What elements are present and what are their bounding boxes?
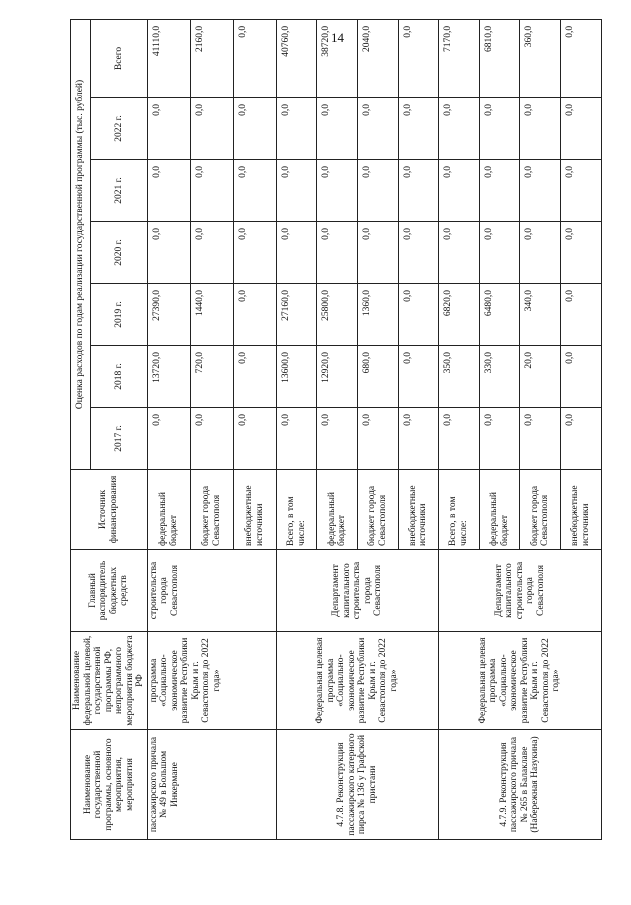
- value: 1440,0: [190, 284, 233, 346]
- value: 0,0: [398, 408, 439, 470]
- value: 0,0: [276, 160, 317, 222]
- value: 350,0: [439, 346, 480, 408]
- value: 0,0: [520, 160, 561, 222]
- value: 25800,0: [317, 284, 358, 346]
- value-total: 40760,0: [276, 19, 317, 97]
- source: внебюджетные источники: [398, 470, 439, 550]
- value: 0,0: [479, 222, 520, 284]
- value: 0,0: [439, 98, 480, 160]
- value: 0,0: [560, 284, 601, 346]
- value: 13600,0: [276, 346, 317, 408]
- header-year: 2019 г.: [91, 284, 147, 346]
- table-row: [276, 19, 317, 839]
- value: 0,0: [276, 98, 317, 160]
- value-total: 0,0: [398, 19, 439, 97]
- value: 0,0: [276, 222, 317, 284]
- budget-table: [70, 19, 602, 840]
- manager: Департамент капитального строительства города Севастополя: [439, 550, 601, 632]
- value-total: 7170,0: [439, 19, 480, 97]
- value: 0,0: [317, 98, 358, 160]
- source: бюджет города Севастополя: [520, 470, 561, 550]
- value: 27160,0: [276, 284, 317, 346]
- value: 0,0: [398, 346, 439, 408]
- header-estimate: Оценка расходов по годам реализации государственной программы (тыс. рублей): [71, 19, 91, 469]
- federal-program: программа «Социально-экономическое развитие Республики Крым и г. Севастополя до 2022 года»: [147, 632, 276, 730]
- value: 0,0: [233, 98, 276, 160]
- value-total: 2160,0: [190, 19, 233, 97]
- program-name: 4.7.8. Реконструкция пассажирского катерного пирса № 136 у Графской пристани: [276, 730, 438, 840]
- value: 0,0: [233, 346, 276, 408]
- value: 0,0: [190, 222, 233, 284]
- value-total: 360,0: [520, 19, 561, 97]
- header-federal-program: Наименование федеральной целевой, государственной программы РФ, непрограммного мероприятия бюджета РФ: [71, 632, 148, 730]
- value-total: 0,0: [560, 19, 601, 97]
- source: федеральный бюджет: [147, 470, 190, 550]
- source: Всего, в том числе:: [276, 470, 317, 550]
- value: 0,0: [147, 160, 190, 222]
- header-year: 2021 г.: [91, 160, 147, 222]
- federal-program: Федеральная целевая программа «Социально-экономическое развитие Республики Крым и г. Севастополя до 2022 года»: [439, 632, 601, 730]
- value: 0,0: [398, 98, 439, 160]
- source: Всего, в том числе:: [439, 470, 480, 550]
- value: 0,0: [233, 222, 276, 284]
- value: 0,0: [317, 160, 358, 222]
- value: 0,0: [439, 160, 480, 222]
- value: 0,0: [190, 160, 233, 222]
- value: 0,0: [147, 408, 190, 470]
- value: 0,0: [317, 222, 358, 284]
- header-year: 2017 г.: [91, 408, 147, 470]
- value: 1360,0: [357, 284, 398, 346]
- value: 6480,0: [479, 284, 520, 346]
- source: внебюджетные источники: [233, 470, 276, 550]
- value: 0,0: [357, 222, 398, 284]
- value: 12920,0: [317, 346, 358, 408]
- source: бюджет города Севастополя: [190, 470, 233, 550]
- value: 0,0: [357, 160, 398, 222]
- value: 0,0: [398, 284, 439, 346]
- value: 0,0: [398, 222, 439, 284]
- value: 680,0: [357, 346, 398, 408]
- value: 0,0: [190, 408, 233, 470]
- rotated-table-container: [70, 25, 600, 840]
- header-source: Источник финансирования: [71, 470, 148, 550]
- header-program: Наименование государственной программы, основного мероприятия, мероприятия: [71, 730, 148, 840]
- page-number: 14: [331, 30, 344, 45]
- source: внебюджетные источники: [560, 470, 601, 550]
- value: 20,0: [520, 346, 561, 408]
- table-row: [147, 19, 190, 839]
- value: 0,0: [479, 408, 520, 470]
- value: 0,0: [357, 98, 398, 160]
- value: 0,0: [190, 98, 233, 160]
- value: 0,0: [560, 98, 601, 160]
- value: 0,0: [439, 408, 480, 470]
- value: 0,0: [520, 222, 561, 284]
- value: 0,0: [398, 160, 439, 222]
- value: 0,0: [560, 346, 601, 408]
- value: 0,0: [560, 222, 601, 284]
- value: 27390,0: [147, 284, 190, 346]
- header-year: 2018 г.: [91, 346, 147, 408]
- value: 330,0: [479, 346, 520, 408]
- value: 0,0: [233, 408, 276, 470]
- value: 0,0: [233, 160, 276, 222]
- header-year: 2022 г.: [91, 98, 147, 160]
- manager: строительства города Севастополя: [147, 550, 276, 632]
- value: 0,0: [233, 284, 276, 346]
- value-total: 38720,0: [317, 19, 358, 97]
- header-year: 2020 г.: [91, 222, 147, 284]
- value: 0,0: [357, 408, 398, 470]
- value: 0,0: [520, 408, 561, 470]
- value: 13720,0: [147, 346, 190, 408]
- value: 6820,0: [439, 284, 480, 346]
- value: 340,0: [520, 284, 561, 346]
- value-total: 6810,0: [479, 19, 520, 97]
- source: федеральный бюджет: [479, 470, 520, 550]
- header-total: Всего: [91, 19, 147, 97]
- value-total: 41110,0: [147, 19, 190, 97]
- value: 0,0: [147, 222, 190, 284]
- value: 0,0: [479, 98, 520, 160]
- value-total: 2040,0: [357, 19, 398, 97]
- value: 0,0: [276, 408, 317, 470]
- header-manager: Главный распорядитель бюджетных средств: [71, 550, 148, 632]
- value: 0,0: [560, 408, 601, 470]
- program-name: 4.7.9. Реконструкция пассажирского причала № 265 в Балаклаве (Набережная Назукина): [439, 730, 601, 840]
- program-name: пассажирского причала № 49 в Большом Инкермане: [147, 730, 276, 840]
- value: 0,0: [317, 408, 358, 470]
- source: федеральный бюджет: [317, 470, 358, 550]
- value-total: 0,0: [233, 19, 276, 97]
- value: 0,0: [560, 160, 601, 222]
- value: 0,0: [147, 98, 190, 160]
- value: 720,0: [190, 346, 233, 408]
- manager: Департамент капитального строительства города Севастополя: [276, 550, 438, 632]
- source: бюджет города Севастополя: [357, 470, 398, 550]
- value: 0,0: [439, 222, 480, 284]
- federal-program: Федеральная целевая программа «Социально-экономическое развитие Республики Крым и г. Севастополя до 2022 года»: [276, 632, 438, 730]
- value: 0,0: [479, 160, 520, 222]
- value: 0,0: [520, 98, 561, 160]
- table-row: [439, 19, 480, 839]
